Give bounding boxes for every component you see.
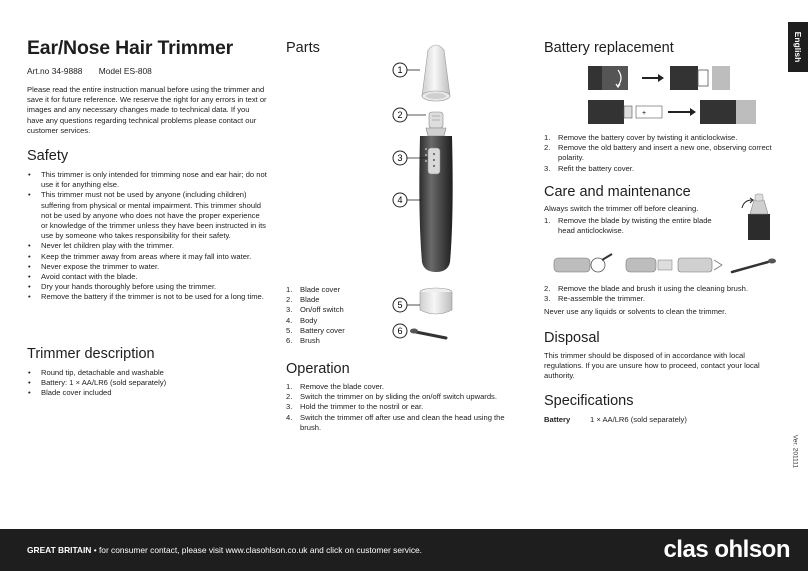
item-number: 3.: [286, 402, 293, 412]
item-text: On/off switch: [300, 305, 344, 315]
blade-cover-shape: [422, 45, 450, 101]
item-number: 1.: [544, 133, 551, 142]
list-item: [286, 382, 522, 392]
list-item: • Battery: 1 × AA/LR6 (sold separately): [27, 378, 267, 388]
list-item: • Never let children play with the trimmer.: [27, 241, 267, 251]
footer-bullet: •: [93, 545, 97, 555]
item-text: Remove the old battery and insert a new one, observing correct polarity.: [558, 143, 772, 163]
list-item: [286, 285, 386, 295]
intro-paragraph: Please read the entire instruction manual before using the trimmer and save it for future reference. We reserve the right for any errors in text or images and any necessary changes made to technical data. If you have any questions regarding technical problems please contact our customer services.: [27, 85, 267, 135]
list-item: [544, 164, 776, 174]
parts-heading: Parts: [286, 40, 320, 56]
disposal-heading: Disposal: [544, 330, 600, 346]
blade-shape: [426, 112, 446, 136]
svg-text:+: +: [642, 110, 647, 117]
item-number: 4.: [286, 315, 293, 325]
care-note: Never use any liquids or solvents to clean the trimmer.: [544, 307, 727, 316]
list-item: [544, 216, 720, 236]
battery-cover-shape: [420, 288, 452, 314]
art-no-value: 34-9888: [51, 66, 83, 76]
trimmer-parts-illustration: [386, 36, 566, 346]
footer-contact-text: for consumer contact, please visit www.clasohlson.co.uk and click on customer service.: [98, 545, 422, 555]
item-text: Remove the blade cover.: [300, 382, 385, 391]
battery-replacement-illustration: [588, 62, 778, 128]
item-text: Hold the trimmer to the nostril or ear.: [300, 402, 424, 412]
list-item: [286, 316, 386, 326]
item-number: 3.: [286, 305, 293, 315]
footer: [0, 529, 808, 571]
callout-2-label: 2: [397, 110, 403, 120]
callout-6: [393, 324, 407, 338]
callout-6-label: 6: [397, 326, 403, 336]
list-item: [544, 284, 780, 294]
item-text: Remove the blade by twisting the entire blade head anticlockwise.: [558, 216, 712, 236]
list-item: • Dry your hands thoroughly before using the trimmer.: [27, 282, 267, 292]
item-text: Switch the trimmer off after use and clean the head using the brush.: [300, 412, 505, 432]
spec-row-battery: [544, 415, 687, 424]
model-label: Model: [98, 66, 122, 76]
item-number: 1.: [286, 382, 293, 391]
brush-shape: [410, 329, 446, 339]
safety-list: [27, 170, 267, 303]
body-shape: [419, 136, 452, 272]
cleaning-illustration: [554, 250, 780, 280]
list-item: [286, 305, 386, 315]
item-text: Remove the blade and brush it using the cleaning brush.: [558, 284, 748, 293]
safety-heading: Safety: [27, 148, 69, 164]
language-tab[interactable]: [788, 22, 808, 72]
trimmer-head-illustration: [740, 194, 780, 240]
description-list: [27, 368, 267, 399]
language-tab-label: English: [793, 31, 803, 63]
care-list-a: [544, 216, 720, 236]
list-item: • Round tip, detachable and washable: [27, 368, 267, 378]
item-number: 5.: [286, 325, 293, 335]
parts-list: [286, 285, 386, 346]
list-item: • This trimmer must not be used by anyone (including children) suffering from physical or mental impairment. This trimmer should not be used by anyone who does not have the proper experience or knowledge of the trimmer unless they have been instructed in its use by someone who takes responsibility for their safety.: [27, 190, 267, 241]
callout-2: [393, 108, 426, 122]
footer-country: GREAT BRITAIN: [27, 545, 92, 555]
spec-label: Battery: [544, 415, 571, 424]
item-number: 2.: [286, 392, 293, 402]
item-text: Body: [300, 315, 318, 325]
brand-logo: clas ohlson: [663, 536, 790, 563]
item-number: 2.: [544, 143, 551, 153]
item-number: 2.: [544, 284, 551, 293]
footer-contact: [27, 545, 422, 555]
callout-5-label: 5: [397, 300, 403, 310]
item-number: 6.: [286, 336, 293, 346]
list-item: [286, 326, 386, 336]
operation-heading: Operation: [286, 361, 350, 377]
care-list-b: [544, 284, 780, 304]
list-item: • Blade cover included: [27, 388, 267, 398]
list-item: • Never expose the trimmer to water.: [27, 262, 267, 272]
callout-4-label: 4: [397, 195, 403, 205]
list-item: [286, 392, 522, 402]
item-text: Refit the battery cover.: [558, 163, 634, 173]
list-item: [544, 294, 780, 304]
item-number: 3.: [544, 163, 551, 173]
art-no-label: Art.no: [27, 66, 50, 76]
list-item: • This trimmer is only intended for trimming nose and ear hair; do not use it for anything else.: [27, 170, 267, 190]
callout-1-label: 1: [397, 65, 403, 75]
callout-3-label: 3: [397, 153, 403, 163]
specifications-heading: Specifications: [544, 393, 634, 409]
item-number: 4.: [286, 412, 293, 422]
list-item: [286, 402, 522, 412]
battery-replacement-heading: Battery replacement: [544, 40, 674, 56]
list-item: [544, 133, 776, 143]
model-value: ES-808: [123, 66, 152, 76]
list-item: • Keep the trimmer away from areas where it may fall into water.: [27, 252, 267, 262]
item-number: 1.: [544, 216, 551, 225]
trimmer-description-heading: Trimmer description: [27, 346, 155, 362]
callout-5: [393, 298, 420, 312]
page-title: Ear/Nose Hair Trimmer: [27, 37, 234, 59]
operation-list: [286, 382, 522, 433]
item-text: Switch the trimmer on by sliding the on/off switch upwards.: [300, 392, 497, 402]
version-label: Ver. 201111: [791, 434, 798, 468]
item-number: 1.: [286, 285, 293, 294]
spec-value: 1 × AA/LR6 (sold separately): [590, 415, 687, 424]
item-text: Remove the battery cover by twisting it anticlockwise.: [558, 133, 738, 142]
list-item: • Avoid contact with the blade.: [27, 272, 267, 282]
article-number: [27, 66, 152, 76]
list-item: • Remove the battery if the trimmer is not to be used for a long time.: [27, 292, 267, 302]
list-item: [286, 413, 522, 433]
item-text: Blade cover: [300, 285, 341, 294]
item-text: Re-assemble the trimmer.: [558, 294, 645, 304]
item-number: 3.: [544, 294, 551, 304]
battery-list: [544, 133, 776, 174]
list-item: [286, 336, 386, 346]
item-text: Battery cover: [300, 325, 345, 335]
callout-1: [393, 63, 420, 77]
callout-4: [393, 193, 422, 207]
disposal-text: This trimmer should be disposed of in accordance with local regulations. If you are unsure how to proceed, contact your local authority.: [544, 351, 760, 381]
list-item: [286, 295, 386, 305]
care-heading: Care and maintenance: [544, 184, 691, 200]
item-number: 2.: [286, 295, 293, 305]
item-text: Blade: [300, 295, 320, 305]
item-text: Brush: [300, 336, 320, 346]
care-intro: Always switch the trimmer off before cleaning.: [544, 204, 699, 213]
list-item: [544, 143, 776, 163]
